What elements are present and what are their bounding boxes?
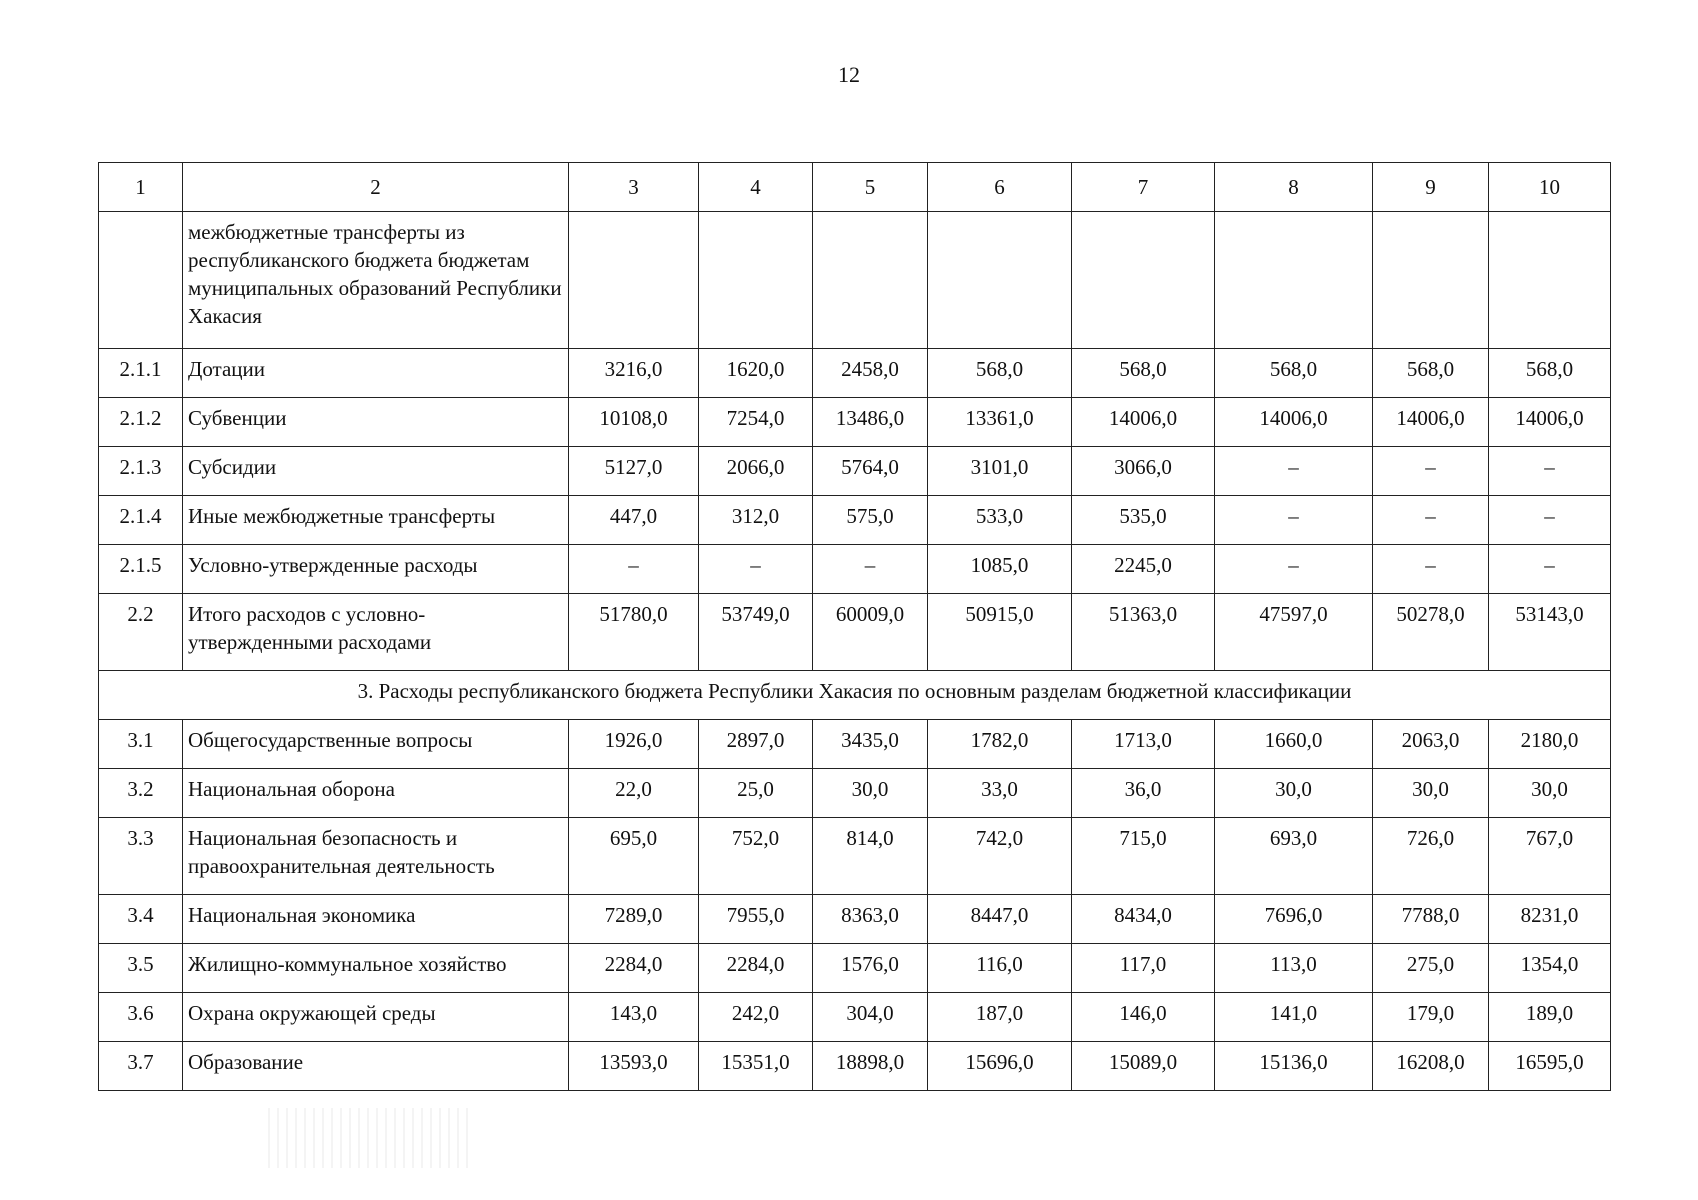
value-cell: –	[569, 545, 699, 594]
value-cell: 312,0	[699, 496, 813, 545]
value-cell: –	[699, 545, 813, 594]
value-cell: 568,0	[1373, 349, 1489, 398]
value-cell: 1926,0	[569, 720, 699, 769]
column-number: 8	[1215, 163, 1373, 212]
value-cell: 30,0	[813, 769, 928, 818]
value-cell: 2284,0	[569, 944, 699, 993]
value-cell: 568,0	[1489, 349, 1611, 398]
value-cell: 568,0	[1215, 349, 1373, 398]
row-name: Иные межбюджетные трансферты	[183, 496, 569, 545]
value-cell: 53749,0	[699, 594, 813, 671]
value-cell: 116,0	[928, 944, 1072, 993]
row-name: Общегосударственные вопросы	[183, 720, 569, 769]
empty-cell	[699, 212, 813, 349]
value-cell: 36,0	[1072, 769, 1215, 818]
value-cell: 8363,0	[813, 895, 928, 944]
value-cell: 60009,0	[813, 594, 928, 671]
value-cell: 5764,0	[813, 447, 928, 496]
value-cell: 575,0	[813, 496, 928, 545]
value-cell: 143,0	[569, 993, 699, 1042]
value-cell: 187,0	[928, 993, 1072, 1042]
column-number: 5	[813, 163, 928, 212]
value-cell: –	[1373, 496, 1489, 545]
column-number: 3	[569, 163, 699, 212]
section-row	[99, 671, 1611, 720]
column-number: 4	[699, 163, 813, 212]
table-row	[99, 895, 1611, 944]
value-cell: 13361,0	[928, 398, 1072, 447]
value-cell: –	[1489, 545, 1611, 594]
value-cell: –	[813, 545, 928, 594]
row-name: Субвенции	[183, 398, 569, 447]
value-cell: –	[1373, 447, 1489, 496]
value-cell: 14006,0	[1072, 398, 1215, 447]
value-cell: 752,0	[699, 818, 813, 895]
table-row	[99, 1042, 1611, 1091]
empty-cell	[1373, 212, 1489, 349]
value-cell: 715,0	[1072, 818, 1215, 895]
value-cell: 14006,0	[1215, 398, 1373, 447]
empty-cell	[1072, 212, 1215, 349]
empty-cell	[813, 212, 928, 349]
value-cell: 7955,0	[699, 895, 813, 944]
value-cell: 30,0	[1215, 769, 1373, 818]
column-number: 2	[183, 163, 569, 212]
value-cell: 726,0	[1373, 818, 1489, 895]
row-name: Национальная оборона	[183, 769, 569, 818]
value-cell: 1354,0	[1489, 944, 1611, 993]
row-code: 3.2	[99, 769, 183, 818]
value-cell: 1713,0	[1072, 720, 1215, 769]
value-cell: 2897,0	[699, 720, 813, 769]
row-code: 2.1.1	[99, 349, 183, 398]
value-cell: 3435,0	[813, 720, 928, 769]
value-cell: 179,0	[1373, 993, 1489, 1042]
value-cell: 13593,0	[569, 1042, 699, 1091]
value-cell: 14006,0	[1373, 398, 1489, 447]
row-name: Охрана окружающей среды	[183, 993, 569, 1042]
value-cell: 3066,0	[1072, 447, 1215, 496]
row-name: Образование	[183, 1042, 569, 1091]
row-name: Субсидии	[183, 447, 569, 496]
table-row	[99, 720, 1611, 769]
value-cell: 304,0	[813, 993, 928, 1042]
row-code: 3.1	[99, 720, 183, 769]
section-title: 3. Расходы республиканского бюджета Республики Хакасия по основным разделам бюджетной классификации	[99, 671, 1611, 720]
value-cell: 13486,0	[813, 398, 928, 447]
value-cell: 53143,0	[1489, 594, 1611, 671]
value-cell: 50915,0	[928, 594, 1072, 671]
value-cell: 14006,0	[1489, 398, 1611, 447]
value-cell: 15089,0	[1072, 1042, 1215, 1091]
value-cell: 568,0	[928, 349, 1072, 398]
empty-cell	[99, 212, 183, 349]
empty-cell	[928, 212, 1072, 349]
value-cell: 2245,0	[1072, 545, 1215, 594]
table-row	[99, 349, 1611, 398]
value-cell: 2458,0	[813, 349, 928, 398]
value-cell: 1620,0	[699, 349, 813, 398]
intro-text: межбюджетные трансферты из республиканского бюджета бюджетам муниципальных образований Республики Хакасия	[183, 212, 569, 349]
value-cell: 742,0	[928, 818, 1072, 895]
table-row	[99, 545, 1611, 594]
table-row	[99, 818, 1611, 895]
row-code: 3.7	[99, 1042, 183, 1091]
value-cell: 535,0	[1072, 496, 1215, 545]
value-cell: 15351,0	[699, 1042, 813, 1091]
row-name: Жилищно-коммунальное хозяйство	[183, 944, 569, 993]
row-code: 3.4	[99, 895, 183, 944]
value-cell: 275,0	[1373, 944, 1489, 993]
value-cell: –	[1215, 496, 1373, 545]
value-cell: 3216,0	[569, 349, 699, 398]
value-cell: 22,0	[569, 769, 699, 818]
empty-cell	[569, 212, 699, 349]
value-cell: 1085,0	[928, 545, 1072, 594]
row-code: 2.1.5	[99, 545, 183, 594]
value-cell: 146,0	[1072, 993, 1215, 1042]
row-name: Условно-утвержденные расходы	[183, 545, 569, 594]
value-cell: 533,0	[928, 496, 1072, 545]
value-cell: –	[1489, 496, 1611, 545]
row-code: 2.1.2	[99, 398, 183, 447]
value-cell: 814,0	[813, 818, 928, 895]
value-cell: 47597,0	[1215, 594, 1373, 671]
column-number: 6	[928, 163, 1072, 212]
value-cell: 16208,0	[1373, 1042, 1489, 1091]
value-cell: 25,0	[699, 769, 813, 818]
value-cell: 189,0	[1489, 993, 1611, 1042]
value-cell: 30,0	[1373, 769, 1489, 818]
value-cell: 568,0	[1072, 349, 1215, 398]
value-cell: 693,0	[1215, 818, 1373, 895]
table-row	[99, 944, 1611, 993]
value-cell: –	[1373, 545, 1489, 594]
value-cell: 15136,0	[1215, 1042, 1373, 1091]
value-cell: 2066,0	[699, 447, 813, 496]
page-number: 12	[838, 62, 860, 87]
value-cell: 2180,0	[1489, 720, 1611, 769]
value-cell: –	[1215, 545, 1373, 594]
row-code: 2.2	[99, 594, 183, 671]
row-name: Дотации	[183, 349, 569, 398]
value-cell: 18898,0	[813, 1042, 928, 1091]
value-cell: 33,0	[928, 769, 1072, 818]
value-cell: 8231,0	[1489, 895, 1611, 944]
row-name: Национальная безопасность и правоохранительная деятельность	[183, 818, 569, 895]
value-cell: 141,0	[1215, 993, 1373, 1042]
value-cell: 1782,0	[928, 720, 1072, 769]
table-row	[99, 594, 1611, 671]
budget-table	[98, 162, 1611, 1091]
column-number: 7	[1072, 163, 1215, 212]
row-code: 3.3	[99, 818, 183, 895]
row-name: Итого расходов с условно-утвержденными расходами	[183, 594, 569, 671]
empty-cell	[1489, 212, 1611, 349]
value-cell: 8434,0	[1072, 895, 1215, 944]
column-number: 1	[99, 163, 183, 212]
value-cell: 51780,0	[569, 594, 699, 671]
intro-row	[99, 212, 1611, 349]
value-cell: 3101,0	[928, 447, 1072, 496]
value-cell: 7788,0	[1373, 895, 1489, 944]
column-number-row	[99, 163, 1611, 212]
value-cell: 5127,0	[569, 447, 699, 496]
row-code: 3.6	[99, 993, 183, 1042]
row-code: 2.1.3	[99, 447, 183, 496]
column-number: 9	[1373, 163, 1489, 212]
scan-artifact	[268, 1108, 468, 1168]
value-cell: 117,0	[1072, 944, 1215, 993]
value-cell: 8447,0	[928, 895, 1072, 944]
value-cell: 16595,0	[1489, 1042, 1611, 1091]
value-cell: 15696,0	[928, 1042, 1072, 1091]
empty-cell	[1215, 212, 1373, 349]
value-cell: 242,0	[699, 993, 813, 1042]
value-cell: –	[1215, 447, 1373, 496]
table-row	[99, 993, 1611, 1042]
value-cell: 767,0	[1489, 818, 1611, 895]
value-cell: 30,0	[1489, 769, 1611, 818]
value-cell: 447,0	[569, 496, 699, 545]
row-code: 2.1.4	[99, 496, 183, 545]
value-cell: 1660,0	[1215, 720, 1373, 769]
value-cell: 10108,0	[569, 398, 699, 447]
value-cell: 2284,0	[699, 944, 813, 993]
value-cell: 113,0	[1215, 944, 1373, 993]
table-row	[99, 769, 1611, 818]
table-row	[99, 447, 1611, 496]
value-cell: 695,0	[569, 818, 699, 895]
row-name: Национальная экономика	[183, 895, 569, 944]
value-cell: 7696,0	[1215, 895, 1373, 944]
value-cell: 50278,0	[1373, 594, 1489, 671]
value-cell: 2063,0	[1373, 720, 1489, 769]
value-cell: 51363,0	[1072, 594, 1215, 671]
value-cell: 7254,0	[699, 398, 813, 447]
row-code: 3.5	[99, 944, 183, 993]
table-row	[99, 496, 1611, 545]
value-cell: 1576,0	[813, 944, 928, 993]
column-number: 10	[1489, 163, 1611, 212]
value-cell: –	[1489, 447, 1611, 496]
table-row	[99, 398, 1611, 447]
value-cell: 7289,0	[569, 895, 699, 944]
